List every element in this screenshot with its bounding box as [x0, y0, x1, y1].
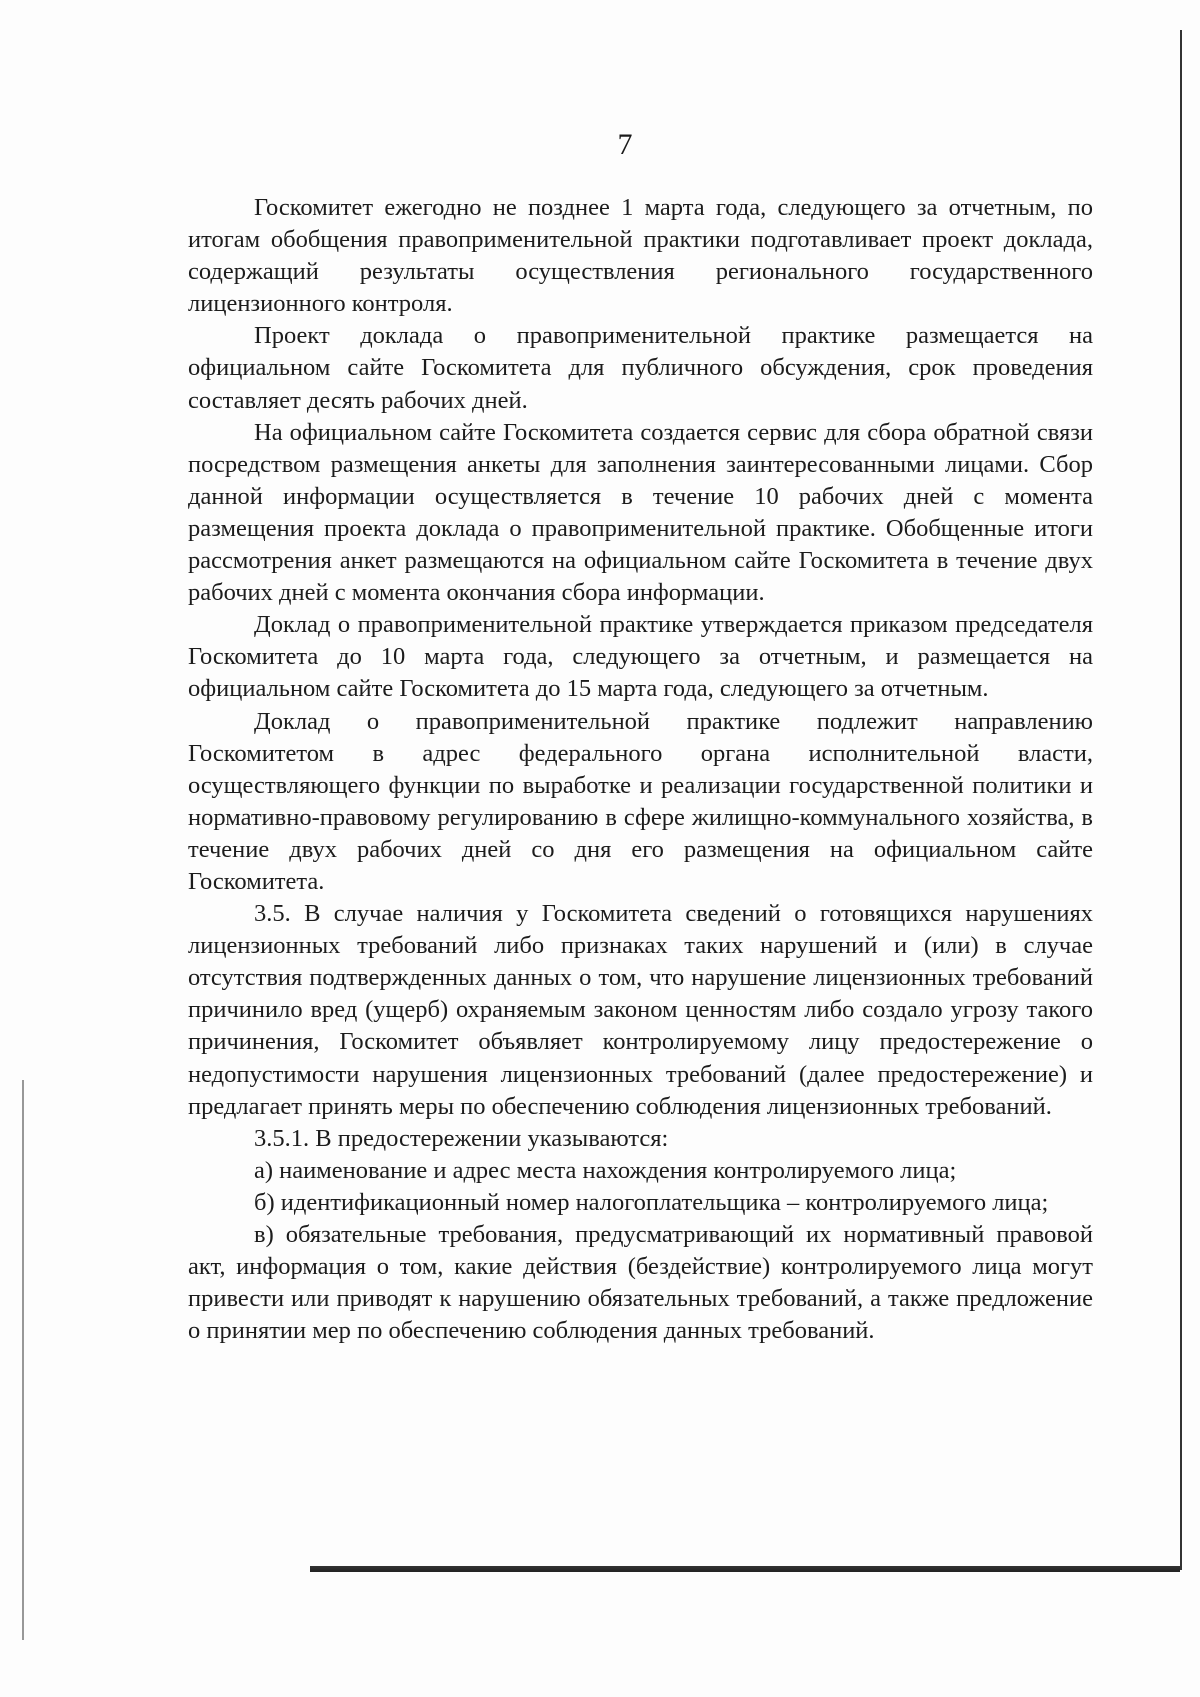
list-item-a: а) наименование и адрес места нахождения контролируемого лица;: [254, 1156, 957, 1184]
page-number: 7: [617, 128, 633, 161]
paragraph-report-publication: Проект доклада о правоприменительной практике размещается на официальном сайте Госкомитета для публичного обсуждения, срок проведения составляет десять рабочих дней.: [188, 322, 1093, 414]
list-item-v: в) обязательные требования, предусматривающий их нормативный правовой акт, информация о том, какие действия (бездействие) контролируемого лица могут привести или приводят к нарушению обязательных требований, а также предложение о принятии мер по обеспечению соблюдения данных требований.: [188, 1221, 1093, 1345]
document-body: [188, 192, 1093, 1347]
paragraph-report-submission: Доклад о правоприменительной практике подлежит направлению Госкомитетом в адрес федерального органа исполнительной власти, осуществляющего функции по выработке и реализации государственной политики и нормативно-правовому регулированию в сфере жилищно-коммунального хозяйства, в течение двух рабочих дней со дня его размещения на официальном сайте Госкомитета.: [188, 707, 1093, 895]
list-item-b: б) идентификационный номер налогоплательщика – контролируемого лица;: [254, 1188, 1049, 1216]
paragraph-section-3-5-1: 3.5.1. В предостережении указываются:: [254, 1124, 669, 1152]
scan-left-edge: [22, 1080, 24, 1640]
paragraph-section-3-5: 3.5. В случае наличия у Госкомитета сведений о готовящихся нарушениях лицензионных требований либо признаках таких нарушений и (или) в случае отсутствия подтвержденных данных о том, что нарушение лицензионных требований причинило вред (ущерб) охраняемым законом ценностям либо создало угрозу такого причинения, Госкомитет объявляет контролируемому лицу предостережение о недопустимости нарушения лицензионных требований (далее предостережение) и предлагает принять меры по обеспечению соблюдения лицензионных требований.: [188, 900, 1093, 1120]
paragraph-feedback-service: На официальном сайте Госкомитета создается сервис для сбора обратной связи посредством размещения анкеты для заполнения заинтересованными лицами. Сбор данной информации осуществляется в течение 10 рабочих дней с момента размещения проекта доклада о правоприменительной практике. Обобщенные итоги рассмотрения анкет размещаются на официальном сайте Госкомитета в течение двух рабочих дней с момента окончания сбора информации.: [188, 418, 1093, 607]
scan-right-edge: [1180, 30, 1182, 1570]
paragraph-report-preparation: Госкомитет ежегодно не позднее 1 марта года, следующего за отчетным, по итогам обобщения правоприменительной практики подготавливает проект доклада, содержащий результаты осуществления регионального государственного лицензионного контроля.: [188, 194, 1093, 318]
scan-bottom-rule: [310, 1566, 1180, 1572]
paragraph-report-approval: Доклад о правоприменительной практике утверждается приказом председателя Госкомитета до 10 марта года, следующего за отчетным, и размещается на официальном сайте Госкомитета до 15 марта года, следующего за отчетным.: [188, 611, 1093, 703]
